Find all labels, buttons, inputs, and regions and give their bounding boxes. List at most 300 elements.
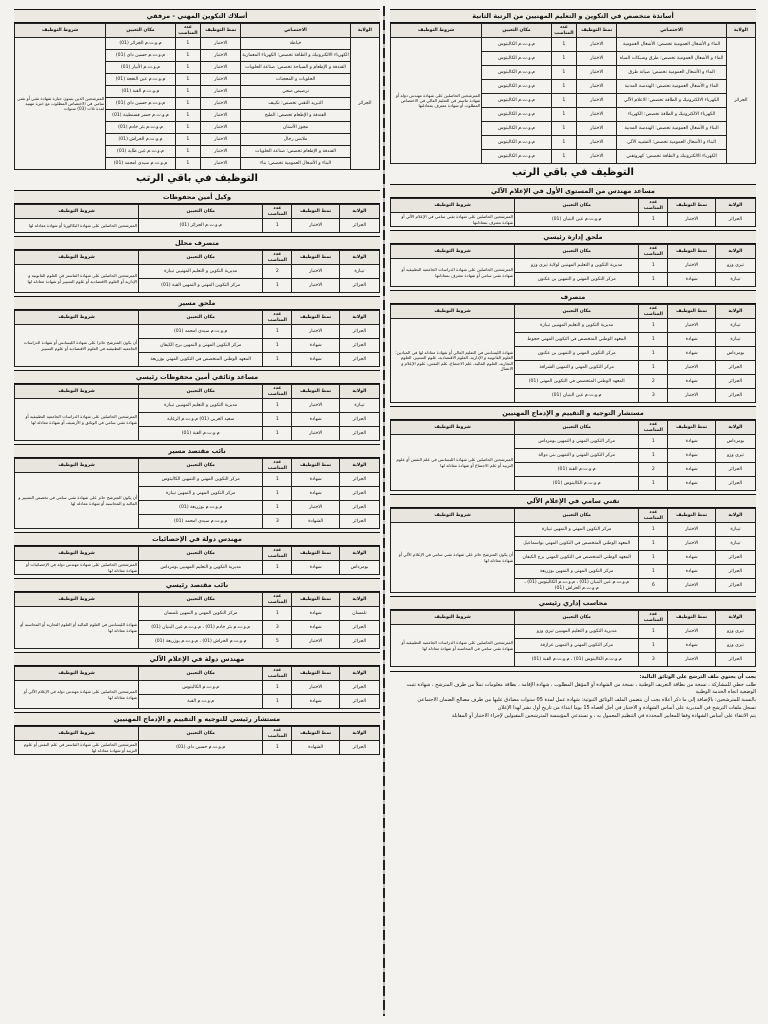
table-cell: 1 <box>551 94 577 108</box>
table-header-row <box>15 593 380 607</box>
table-header-row <box>15 547 380 561</box>
table-cell: الاختبار <box>577 108 617 122</box>
table-cell: م.و.ت.م الكاليتوس <box>482 52 551 66</box>
conditions-cell: المترشحين الحاصلين على شهادة الماستر في علم النفس أو علوم التربية أو شهادة معادلة لها <box>15 741 139 755</box>
table-cell: 2 <box>639 463 668 477</box>
table-cell: شهادة <box>292 487 339 501</box>
recruitment-table <box>14 384 380 441</box>
table-cell: 1 <box>175 50 201 62</box>
wilaya-cell: الجزائر <box>350 38 379 170</box>
table-header-row <box>391 611 756 625</box>
table-cell: 1 <box>639 449 668 463</box>
table-cell: الاختبار <box>201 50 241 62</box>
big-title: التوظيف في باقي الرتب <box>136 173 258 184</box>
table-cell: شهادة <box>292 695 339 709</box>
column-header: نمط التوظيف <box>577 24 617 38</box>
table-cell: المعهد الوطني المتخصص في التكوين المهني بواسماعيل <box>515 537 639 551</box>
column-header: شروط التوظيف <box>15 667 139 681</box>
table-cell: الفندقة و الإطعام تخصص: صناعة الحلويات <box>241 146 351 158</box>
conditions-cell: أن يكون المترشح حائز على شهادة تقني سامي في تخصص التسيير و المالية و المحاسبة أو شهادة معادلة لها <box>15 473 139 529</box>
recruitment-table <box>390 304 756 403</box>
table-cell: 1 <box>263 741 292 755</box>
table-row <box>15 219 380 233</box>
table-cell: الجزائر <box>339 515 379 529</box>
table-cell: الجزائر <box>715 463 755 477</box>
table-row <box>391 319 756 333</box>
table-cell: م.و.ت.م سيدي امحمد (01) <box>106 158 175 170</box>
table-cell: البناء و الأشغال العمومية تخصص: الهندسة المدنية <box>617 122 727 136</box>
recruitment-table <box>14 726 380 755</box>
table-cell: 1 <box>551 38 577 52</box>
table-cell: تيزي وزو <box>715 449 755 463</box>
conditions-cell: المترشحين الحاصلين على شهادة البكالوريا أو شهادة معادلة لها <box>15 219 139 233</box>
table-cell: الاختبار <box>668 319 715 333</box>
table-cell: مركز التكوين المهني و التمهين بومرداس <box>515 435 639 449</box>
table-row <box>391 435 756 449</box>
table-cell: 1 <box>551 52 577 66</box>
left-column <box>14 6 380 755</box>
conditions-cell: المترشحين الحاصلين على شهادة الدراسات الجامعية التطبيقية أو شهادة تقني سامي في الوثائق و الأرشيف أو شهادة معادلة لها <box>15 399 139 441</box>
table-cell: المعهد الوطني المتخصص في التكوين المهني برج الكيفان <box>515 551 639 565</box>
note-line: يتم الانتقاء على أساس الشهادة وفقا للمعايير المحددة في التنظيم المعمول به ، و تستدعي المؤسسة المترشحين المقبولين لإجراء الاختبار أو المقابلة <box>451 713 756 719</box>
table-header-row <box>15 459 380 473</box>
table-cell: شهادة <box>668 435 715 449</box>
column-header: شروط التوظيف <box>391 509 515 523</box>
table-cell: 1 <box>639 213 668 227</box>
column-header: مكان التعيين <box>139 311 263 325</box>
table-header-row <box>391 199 756 213</box>
column-header: عدد المناصب <box>639 199 668 213</box>
table-cell: الاختبار <box>668 653 715 667</box>
table-cell: مديرية التكوين و التعليم المهنيين تيزي وزو <box>515 625 639 639</box>
table-cell: 1 <box>551 108 577 122</box>
conditions-cell: شهادة الليسانس في التعليم العالي أو شهادة معادلة لها في الميادين: العلوم القانونية و الإدارية، العلوم الاقتصادية، علوم التسيير، العلوم التجارية، العلوم المالية، علم الاجتماع، علم النفس، علوم الإعلام و الاتصال <box>391 319 515 403</box>
table-cell: م.و.ت.م الأبيار (01) <box>106 62 175 74</box>
table-cell: الماء و الأشغال العمومية تخصص: طرق وشبكات المياه <box>617 52 727 66</box>
column-header: شروط التوظيف <box>15 459 139 473</box>
table-cell: م.و.ت.م الحراش (01) <box>106 134 175 146</box>
column-header: مكان التعيين <box>515 509 639 523</box>
table-cell: 1 <box>263 473 292 487</box>
table-cell: م.و.ت.م الكاليتوس <box>482 94 551 108</box>
table-cell: م.و.ت.م حسين داي (01) <box>139 741 263 755</box>
table-cell: شهادة <box>292 413 339 427</box>
table-cell: 1 <box>551 80 577 94</box>
table-cell: الاختبار <box>668 213 715 227</box>
table-cell: الجزائر <box>339 487 379 501</box>
table-cell: 1 <box>551 150 577 164</box>
column-header: الولاية <box>726 24 755 38</box>
column-header: الولاية <box>715 509 755 523</box>
table-cell: 1 <box>639 347 668 361</box>
table-row <box>391 259 756 273</box>
table-row <box>15 561 380 575</box>
table-cell: الاختبار <box>292 219 339 233</box>
conditions-cell: المترشحين الحاصلين على شهادة تقني سامي في الإعلام الآلي أو شهادة معترف بمعادلتها <box>391 213 515 227</box>
table-cell: الاختبار <box>201 86 241 98</box>
table-row <box>391 625 756 639</box>
table-cell: تيبازة <box>715 273 755 287</box>
note-line: يجب أن يحتوي ملف الترشح على الوثائق التالية: <box>639 674 756 680</box>
column-header: شروط التوظيف <box>15 385 139 399</box>
column-header: مكان التعيين <box>139 459 263 473</box>
table-cell: الاختبار <box>577 52 617 66</box>
section-title: مساعد وثائقي أمين محفوظات رئيسي <box>14 370 380 384</box>
column-header: الولاية <box>339 727 379 741</box>
table-row <box>15 399 380 413</box>
table-cell: الشهادة <box>292 515 339 529</box>
table-cell: البناء و الأشغال العمومية تخصص: بناء <box>241 158 351 170</box>
table-cell: م.و.ت.م الكاليتوس <box>482 66 551 80</box>
recruitment-table <box>14 310 380 367</box>
table-cell: الاختبار <box>668 625 715 639</box>
table-cell: خياطة <box>241 38 351 50</box>
table-cell: م.و.ت.م الكاليتوس <box>482 80 551 94</box>
table-cell: 6 <box>639 579 668 593</box>
table-cell: شهادة <box>668 449 715 463</box>
table-cell: الاختبار <box>201 146 241 158</box>
section-title: ملحق مسير <box>14 296 380 310</box>
table-cell: م.و.ت.م سيدي امحمد (01) <box>139 515 263 529</box>
table-cell: 1 <box>263 413 292 427</box>
table-cell: مديرية التكوين و التعليم المهنيين لولاية تيزي وزو <box>515 259 639 273</box>
column-header: نمط التوظيف <box>668 421 715 435</box>
big-title: التوظيف في باقي الرتب <box>512 167 634 178</box>
table-cell: تيبازة <box>339 265 379 279</box>
column-header: عدد المناصب <box>263 547 292 561</box>
recruitment-table <box>390 610 756 667</box>
table-cell: 1 <box>639 537 668 551</box>
column-header: الولاية <box>715 245 755 259</box>
conditions-cell: المترشحين الحاصلين على شهادة مهندس دولة أو شهادة ماستر في التعليم العالي في الاختصاص المطلوب أو شهادة معترف بمعادلتها <box>391 38 482 164</box>
column-header: الولاية <box>715 199 755 213</box>
table-cell: الاختبار <box>201 134 241 146</box>
column-header: نمط التوظيف <box>292 385 339 399</box>
table-cell: الجزائر <box>715 565 755 579</box>
table-cell: تيبازة <box>715 537 755 551</box>
table-cell: الاختبار <box>292 635 339 649</box>
table-cell: 3 <box>263 621 292 635</box>
table-cell: م.و.ت.م الكاليتوس (01) <box>515 477 639 491</box>
table-header-row <box>15 24 380 38</box>
table-cell: م.و.ت.م الجزائر (01) <box>139 219 263 233</box>
table-cell: 1 <box>639 551 668 565</box>
table-cell: 1 <box>263 427 292 441</box>
table-header-row <box>15 667 380 681</box>
table-cell: 1 <box>639 361 668 375</box>
table-cell: م.و.ت.م بوزريعة (01) <box>139 501 263 515</box>
column-header: شروط التوظيف <box>391 305 515 319</box>
note-line: طلب خطي للمشاركة ، نسخة من بطاقة التعريف الوطنية ، نسخة من الشهادة أو المؤهل المطلوب ، شهادة الإقامة ، بطاقة معلومات تملأ من طرف المترشح ، شهادة تثبت الوضعية اتجاه الخدمة الوطنية <box>406 682 756 695</box>
note-line: تسجل ملفات الترشح في المديرية على أساس الشهادة و الاختبار في أجل أقصاه 15 يوما ابتداء من تاريخ أول نشر لهذا الإعلان <box>497 705 756 711</box>
table-cell: م.و.ت.م الكاليتوس <box>482 122 551 136</box>
column-header: شروط التوظيف <box>15 205 139 219</box>
table-cell: الجزائر <box>339 413 379 427</box>
table-cell: م.و.ت.م عين البنيان (01) ، م.و.ت.م الكاليتوس (01) ، م.و.ت.م الحراش (01) <box>515 579 639 593</box>
table-cell: 1 <box>175 134 201 146</box>
recruitment-table <box>14 592 380 649</box>
table-cell: الاختبار <box>577 136 617 150</box>
table-cell: الجزائر <box>339 353 379 367</box>
table-cell: م.و.ت.م الكاليتوس <box>482 38 551 52</box>
table-cell: الجزائر <box>339 635 379 649</box>
table-cell: شهادة <box>292 561 339 575</box>
table-cell: شهادة <box>668 477 715 491</box>
table-cell: الجزائر <box>715 213 755 227</box>
table-cell: شهادة <box>292 621 339 635</box>
column-header: الولاية <box>339 593 379 607</box>
section-title: متصرف محلل <box>14 236 380 250</box>
column-header: الولاية <box>715 421 755 435</box>
table-cell: الجزائر <box>339 219 379 233</box>
column-header: مكان التعيين <box>139 385 263 399</box>
column-header: مكان التعيين <box>515 305 639 319</box>
section-title: مستشار التوجيه و التقييم و الإدماج المهنيين <box>390 406 756 420</box>
column-header: مكان التعيين <box>515 245 639 259</box>
conditions-cell: المترشحين الحاصلين على شهادة الدراسات الجامعية التطبيقية أو شهادة تقني سامي أو شهادة معترف بمعادلتها <box>391 259 515 287</box>
column-header: عدد المناصب <box>263 593 292 607</box>
table-header-row <box>15 727 380 741</box>
conditions-cell: المترشحين الذين يثبتون حيازة شهادة تقني أو تقني سامي في الاختصاص المطلوب مع خبرة مهنية لمدة ثلاث (03) سنوات <box>15 38 106 170</box>
table-cell: بومرداس <box>715 435 755 449</box>
table-cell: الاختبار <box>292 399 339 413</box>
recruitment-table <box>14 666 380 709</box>
recruitment-table <box>390 244 756 287</box>
table-cell: الجزائر <box>339 695 379 709</box>
table-cell: شهادة <box>292 473 339 487</box>
table-cell: الفندقة و الإطعام و السياحة تخصص: صناعة الحلويات <box>241 62 351 74</box>
table-cell: 1 <box>263 279 292 293</box>
conditions-cell: شهادة الليسانس في العلوم المالية أو العلوم التجارية أو المحاسبة أو شهادة معادلة لها <box>15 607 139 649</box>
table-header-row <box>391 24 756 38</box>
table-cell: تيبازة <box>715 523 755 537</box>
table-cell: الاختبار <box>668 537 715 551</box>
table-cell: 1 <box>639 333 668 347</box>
column-header: شروط التوظيف <box>391 245 515 259</box>
table-header-row <box>15 251 380 265</box>
table-row <box>15 681 380 695</box>
table-cell: 1 <box>639 319 668 333</box>
column-header: الولاية <box>339 205 379 219</box>
table-cell: الجزائر <box>339 279 379 293</box>
column-header: مكان التعيين <box>515 611 639 625</box>
column-header: نمط التوظيف <box>292 311 339 325</box>
table-cell: الاختبار <box>292 265 339 279</box>
table-cell: الاختبار <box>668 259 715 273</box>
table-cell: شهادة <box>292 607 339 621</box>
column-header: عدد المناصب <box>263 251 292 265</box>
column-header: عدد المناصب <box>263 385 292 399</box>
column-header: نمط التوظيف <box>668 199 715 213</box>
table-cell: م.و.ت.م عين طاية (01) <box>106 146 175 158</box>
table-cell: مركز التكوين المهني و التمهين الكاليتوس <box>139 473 263 487</box>
table-cell: الاختبار <box>668 361 715 375</box>
table-cell: الجزائر <box>339 325 379 339</box>
section-title: تقني سامي في الإعلام الآلي <box>390 494 756 508</box>
table-cell: مركز التكوين المهني و التمهين تيبازة <box>139 487 263 501</box>
table-cell: بومرداس <box>339 561 379 575</box>
column-header: الولاية <box>339 385 379 399</box>
table-cell: الكهرباء الالكترونيك و الطاقة تخصص: كهروتقني <box>617 150 727 164</box>
conditions-cell: المترشحين الحاصلين على شهادة الليسانس في علم النفس أو علوم التربية أو علم الاجتماع أو شهادة معادلة لها <box>391 435 515 491</box>
table-cell: الاختبار <box>577 150 617 164</box>
table-cell: 1 <box>263 681 292 695</box>
column-header: شروط التوظيف <box>391 24 482 38</box>
table-cell: م.و.ت.م الكاليتوس <box>482 150 551 164</box>
section-title: نائب مقتصد مسير <box>14 444 380 458</box>
table-cell: م.و.ت.م القبة (01) <box>515 463 639 477</box>
column-header: عدد المناصب <box>175 24 201 38</box>
recruitment-table <box>390 420 756 491</box>
table-cell: الجزائر <box>339 339 379 353</box>
table-cell: مركز التكوين المهني و التمهين القبة (01) <box>139 279 263 293</box>
table-cell: الاختبار <box>668 523 715 537</box>
professor-table <box>390 23 756 164</box>
column-header: مكان التعيين <box>139 547 263 561</box>
column-header: مكان التعيين <box>106 24 175 38</box>
table-cell: شهادة <box>668 375 715 389</box>
table-cell: 5 <box>263 635 292 649</box>
table-header-row <box>15 205 380 219</box>
table-cell: مركز التكوين المهني و التمهين عزازقة <box>515 639 639 653</box>
table-cell: 1 <box>175 158 201 170</box>
table-cell: 1 <box>263 399 292 413</box>
column-header: نمط التوظيف <box>668 305 715 319</box>
column-header: الولاية <box>350 24 379 38</box>
table-cell: الاختبار <box>292 427 339 441</box>
table-cell: م.و.ت.م بئر خادم (01) <box>106 122 175 134</box>
table-cell: م.و.ت.م عين البنيان (01) <box>515 213 639 227</box>
table-cell: شهادة <box>668 639 715 653</box>
table-cell: 1 <box>175 38 201 50</box>
table-cell: 1 <box>639 435 668 449</box>
conditions-cell: أن يكون المترشح حائز على شهادة تقني سامي في الإعلام الآلي أو شهادة معادلة لها <box>391 523 515 593</box>
table-cell: الجزائر <box>339 427 379 441</box>
table-cell: 2 <box>639 375 668 389</box>
column-header: نمط التوظيف <box>292 547 339 561</box>
column-header: مكان التعيين <box>515 421 639 435</box>
table-cell: الماء و الأشغال العمومية تخصص: صيانة طرق <box>617 66 727 80</box>
column-header: عدد المناصب <box>639 611 668 625</box>
table-cell: الاختبار <box>577 122 617 136</box>
column-header: مكان التعيين <box>515 199 639 213</box>
table-cell: الاختبار <box>201 110 241 122</box>
table-cell: 1 <box>263 219 292 233</box>
table-cell: الاختبار <box>577 94 617 108</box>
table-cell: تيزي وزو <box>715 625 755 639</box>
column-header: الولاية <box>339 667 379 681</box>
table-row <box>15 325 380 339</box>
table-cell: الاختبار <box>668 389 715 403</box>
table-cell: 1 <box>639 625 668 639</box>
column-header: نمط التوظيف <box>668 509 715 523</box>
table-cell: ترصيص صحي <box>241 86 351 98</box>
table-cell: م.و.ت.م الكاليتوس <box>482 108 551 122</box>
table-cell: مجوز الأسنان <box>241 122 351 134</box>
table-cell: الكهرباء الالكترونيك و الطاقة تخصص: الكهرباء المعمارية <box>241 50 351 62</box>
recruitment-table <box>14 204 380 233</box>
column-header: نمط التوظيف <box>292 205 339 219</box>
table-cell: الجزائر <box>715 375 755 389</box>
table-cell: 1 <box>175 86 201 98</box>
table-cell: الجزائر <box>715 579 755 593</box>
column-header: مكان التعيين <box>139 667 263 681</box>
table-cell: مركز التكوين المهني و التمهين برج الكيفان <box>139 339 263 353</box>
column-header: نمط التوظيف <box>292 251 339 265</box>
announcement-page <box>14 6 758 1016</box>
table-cell: 1 <box>175 62 201 74</box>
section-title: متصرف <box>390 290 756 304</box>
table-cell: الاختبار <box>201 122 241 134</box>
table-cell: 1 <box>263 487 292 501</box>
column-header: عدد المناصب <box>263 459 292 473</box>
table-cell: 1 <box>551 66 577 80</box>
column-header: الولاية <box>339 459 379 473</box>
table-cell: م.و.ت.م القبة <box>139 695 263 709</box>
conditions-cell: أن يكون المترشح حائزا على شهادة الليسانس أو شهادة الدراسات الجامعية التطبيقية في العلوم الاقتصادية أو علوم التسيير <box>15 325 139 367</box>
table-cell: 1 <box>263 325 292 339</box>
column-header: شروط التوظيف <box>15 24 106 38</box>
section-title: وكيل أمين محفوظات <box>14 190 380 204</box>
table-cell: 1 <box>639 259 668 273</box>
notes-block <box>390 671 756 720</box>
column-header: نمط التوظيف <box>292 667 339 681</box>
column-header: الولاية <box>339 547 379 561</box>
table-cell: 1 <box>639 565 668 579</box>
column-header: الولاية <box>339 251 379 265</box>
column-header: عدد المناصب <box>551 24 577 38</box>
recruitment-table <box>14 250 380 293</box>
table-cell: الماء و الأشغال العمومية تخصص: الأشغال العمومية <box>617 38 727 52</box>
section-title: أساتذة متخصص في التكوين و التعليم المهنيين من الرتبة الثانية <box>390 9 756 23</box>
column-divider <box>383 6 385 1016</box>
conditions-cell: المترشحين الحاصلين على شهادة الماستر في العلوم القانونية و الإدارية أو العلوم الاقتصادية أو علوم التسيير أو شهادة معادلة لها <box>15 265 139 293</box>
table-cell: 1 <box>175 110 201 122</box>
table-cell: الشهادة <box>292 741 339 755</box>
column-header: عدد المناصب <box>639 305 668 319</box>
table-cell: الجزائر <box>339 741 379 755</box>
table-cell: مركز التكوين المهني و التمهين بني دوالة <box>515 449 639 463</box>
table-cell: م.و.ت.م عين البنيان (01) <box>515 389 639 403</box>
table-header-row <box>391 509 756 523</box>
table-cell: 1 <box>175 74 201 86</box>
section-title: ملحق إدارة رئيسي <box>390 230 756 244</box>
table-header-row <box>391 421 756 435</box>
column-header: شروط التوظيف <box>391 421 515 435</box>
table-cell: م.و.ت.م الكاليتوس (01) ، م.و.ت.م القبة (01) <box>515 653 639 667</box>
table-cell: الاختبار <box>201 38 241 50</box>
table-cell: مركز التكوين المهني و التمهين بوزريعة <box>515 565 639 579</box>
column-header: عدد المناصب <box>639 421 668 435</box>
table-cell: الاختبار <box>201 98 241 110</box>
table-cell: سعيد الغربي (01) م.و.ت.م الرغاية <box>139 413 263 427</box>
table-cell: الجزائر <box>715 389 755 403</box>
table-cell: الفندقة و الإطعام تخصص: الطبخ <box>241 110 351 122</box>
column-header: مكان التعيين <box>139 251 263 265</box>
column-header: الولاية <box>715 611 755 625</box>
column-header: الاختصاص <box>241 24 351 38</box>
section-title: مهندس دولة في الإعلام الآلي <box>14 652 380 666</box>
table-cell: م.و.ت.م عين النعجة (01) <box>106 74 175 86</box>
conditions-cell: المترشحين الحاصلين على شهادة مهندس دولة في الإحصائيات أو شهادة معادلة لها <box>15 561 139 575</box>
table-cell: شهادة <box>668 273 715 287</box>
recruitment-table <box>390 508 756 593</box>
table-cell: تيبازة <box>715 319 755 333</box>
table-cell: المعهد الوطني المتخصص في التكوين المهني بوزريعة <box>139 353 263 367</box>
table-row <box>391 523 756 537</box>
table-cell: الجزائر <box>339 473 379 487</box>
table-cell: الجزائر <box>715 477 755 491</box>
